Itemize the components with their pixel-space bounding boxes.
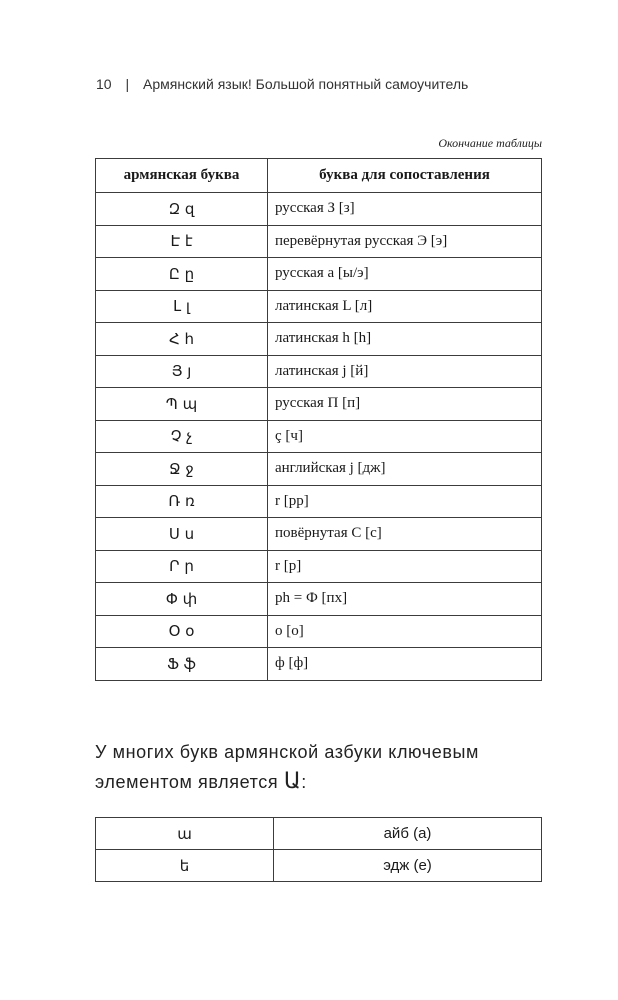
armenian-letter-cell: Ը ը xyxy=(96,258,268,291)
table-continuation-note: Окончание таблицы xyxy=(438,136,542,150)
compare-letter-cell: русская а [ы/э] xyxy=(268,258,542,291)
compare-letter-cell: о [о] xyxy=(268,615,542,648)
armenian-letter-cell: Ռ ռ xyxy=(96,485,268,518)
table-row xyxy=(96,583,542,616)
armenian-letter-cell: Պ պ xyxy=(96,388,268,421)
table-row xyxy=(96,850,542,882)
paragraph-end: : xyxy=(301,772,307,792)
armenian-letter-cell: Հ հ xyxy=(96,323,268,356)
compare-letter-cell: ph = Ф [пх] xyxy=(268,583,542,616)
column-header-compare: буква для сопоставления xyxy=(268,159,542,193)
compare-letter-cell: перевёрнутая русская Э [э] xyxy=(268,225,542,258)
alphabet-table xyxy=(95,817,542,882)
table-row xyxy=(96,550,542,583)
compare-letter-cell: повёрнутая С [с] xyxy=(268,518,542,551)
compare-letter-cell: r [рр] xyxy=(268,485,542,518)
table-row xyxy=(96,615,542,648)
armenian-letter-cell: Ֆ ֆ xyxy=(96,648,268,681)
letters-comparison-table xyxy=(95,158,542,681)
table-row xyxy=(96,193,542,226)
armenian-letter-cell: Ջ ջ xyxy=(96,453,268,486)
armenian-letter-cell: Ս ս xyxy=(96,518,268,551)
compare-letter-cell: ф [ф] xyxy=(268,648,542,681)
table-row xyxy=(96,225,542,258)
table-row xyxy=(96,453,542,486)
compare-letter-cell: r [р] xyxy=(268,550,542,583)
compare-letter-cell: ç [ч] xyxy=(268,420,542,453)
alphabet-letter-cell: ա xyxy=(96,818,274,850)
table-row xyxy=(96,388,542,421)
paragraph-text: У многих букв армянской азбуки ключевым элементом является xyxy=(95,742,480,792)
compare-letter-cell: латинская h [h] xyxy=(268,323,542,356)
table-row xyxy=(96,355,542,388)
page-header xyxy=(96,76,468,92)
compare-letter-cell: латинская j [й] xyxy=(268,355,542,388)
column-header-armenian: армянская буква xyxy=(96,159,268,193)
table-row xyxy=(96,518,542,551)
alphabet-name-cell: эдж (е) xyxy=(274,850,542,882)
page-number: 10 xyxy=(96,76,112,92)
compare-letter-cell: русская З [з] xyxy=(268,193,542,226)
table-header-row xyxy=(96,159,542,193)
alphabet-letter-cell: ե xyxy=(96,850,274,882)
armenian-letter-cell: Է է xyxy=(96,225,268,258)
table-row xyxy=(96,648,542,681)
compare-letter-cell: латинская L [л] xyxy=(268,290,542,323)
key-letter: Ա xyxy=(283,769,302,794)
armenian-letter-cell: Զ զ xyxy=(96,193,268,226)
header-separator: | xyxy=(125,76,130,92)
book-title: Армянский язык! Большой понятный самоучитель xyxy=(143,76,469,92)
armenian-letter-cell: Չ չ xyxy=(96,420,268,453)
alphabet-name-cell: айб (а) xyxy=(274,818,542,850)
armenian-letter-cell: Փ փ xyxy=(96,583,268,616)
table-row xyxy=(96,258,542,291)
table-row xyxy=(96,818,542,850)
armenian-letter-cell: Լ լ xyxy=(96,290,268,323)
table-row xyxy=(96,420,542,453)
table-row xyxy=(96,290,542,323)
armenian-letter-cell: Ր ր xyxy=(96,550,268,583)
body-paragraph xyxy=(95,738,545,797)
compare-letter-cell: английская j [дж] xyxy=(268,453,542,486)
table-row xyxy=(96,323,542,356)
table-row xyxy=(96,485,542,518)
armenian-letter-cell: Օ օ xyxy=(96,615,268,648)
compare-letter-cell: русская П [п] xyxy=(268,388,542,421)
armenian-letter-cell: Յ յ xyxy=(96,355,268,388)
